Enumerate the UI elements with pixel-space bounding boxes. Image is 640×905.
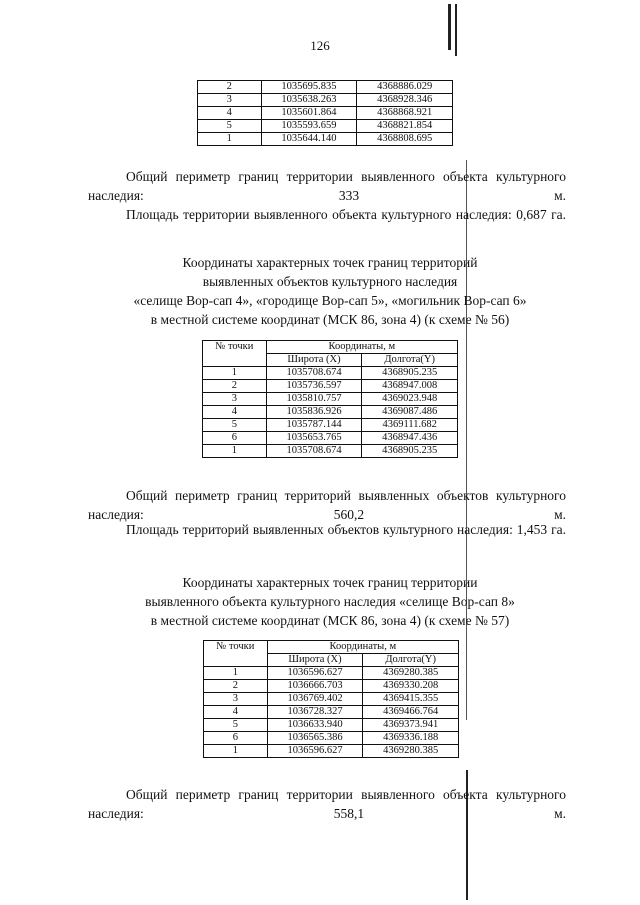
cell-lat: 1035593.659 [261,120,357,133]
table-row [203,419,458,432]
section-heading-56 [60,253,600,329]
cell-lat: 1035695.835 [261,81,357,94]
cell-point: 1 [204,745,268,758]
cell-lat: 1035601.864 [261,107,357,120]
cell-point: 4 [204,706,268,719]
coordinates-table-57 [203,640,459,758]
table-row [198,81,453,94]
cell-point: 6 [203,432,267,445]
heading-57-line-3: в местной системе координат (МСК 86, зона 4) (к схеме № 57) [150,613,510,628]
heading-57-line-1: Координаты характерных точек границ территории [182,575,478,590]
header-lat: Широта (Х) [266,354,362,367]
table-row [203,406,458,419]
cell-lon: 4369336.188 [363,732,459,745]
cell-lon: 4369466.764 [363,706,459,719]
cell-lon: 4368808.695 [357,133,453,146]
cell-lon: 4368905.235 [362,445,458,458]
cell-lat: 1036728.327 [267,706,363,719]
cell-lon: 4368868.921 [357,107,453,120]
table-row [203,432,458,445]
table-row [203,393,458,406]
cell-lon: 4369330.208 [363,680,459,693]
table-row [198,94,453,107]
cell-point: 1 [203,367,267,380]
cell-lat: 1035836.926 [266,406,362,419]
table-row [204,667,459,680]
heading-56-line-4: в местной системе координат (МСК 86, зона 4) (к схеме № 56) [150,312,510,327]
cell-lat: 1036565.386 [267,732,363,745]
table-row [203,367,458,380]
table-row [204,719,459,732]
cell-lon: 4368886.029 [357,81,453,94]
cell-lon: 4369111.682 [362,419,458,432]
cell-lat: 1036596.627 [267,667,363,680]
cell-lat: 1036769.402 [267,693,363,706]
perimeter-text-2: Общий периметр границ территорий выявленных объектов культурного наследия: 560,2 м. [88,488,566,522]
table-row [204,706,459,719]
cell-lon: 4368905.235 [362,367,458,380]
header-lon: Долгота(Y) [363,654,459,667]
cell-lon: 4368821.854 [357,120,453,133]
cell-lat: 1035736.597 [266,380,362,393]
cell-point: 5 [204,719,268,732]
heading-56-line-1: Координаты характерных точек границ территорий [182,255,478,270]
cell-point: 1 [204,667,268,680]
cell-lat: 1036666.703 [267,680,363,693]
coordinates-table-56 [202,340,458,458]
header-coords: Координаты, м [266,341,457,354]
cell-point: 4 [198,107,262,120]
cell-lat: 1035810.757 [266,393,362,406]
header-lon: Долгота(Y) [362,354,458,367]
cell-point: 1 [203,445,267,458]
table-row [204,745,459,758]
cell-point: 4 [203,406,267,419]
table-row [198,107,453,120]
cell-point: 2 [204,680,268,693]
coordinates-table-continued [197,80,453,146]
heading-57-line-2: выявленного объекта культурного наследия «селище Вор-сап 8» [145,594,515,609]
area-text-1: Площадь территории выявленного объекта культурного наследия: 0,687 га. [126,207,566,222]
cell-lon: 4369373.941 [363,719,459,732]
header-coords: Координаты, м [267,641,458,654]
header-lat: Широта (Х) [267,654,363,667]
table-row [204,732,459,745]
table-row [198,133,453,146]
cell-lon: 4369280.385 [363,667,459,680]
header-point: № точки [203,341,267,367]
cell-lat: 1035644.140 [261,133,357,146]
cell-point: 6 [204,732,268,745]
section-heading-57 [60,573,600,630]
table-row [203,445,458,458]
cell-lon: 4368947.436 [362,432,458,445]
header-point: № точки [204,641,268,667]
cell-lon: 4368928.346 [357,94,453,107]
cell-lon: 4368947.008 [362,380,458,393]
table-row [204,693,459,706]
area-text-2: Площадь территорий выявленных объектов культурного наследия: 1,453 га. [126,522,566,537]
scan-artifact-vertical [466,160,467,720]
cell-lon: 4369023.948 [362,393,458,406]
cell-point: 3 [204,693,268,706]
heading-56-line-2: выявленных объектов культурного наследия [202,274,458,289]
table-row [203,380,458,393]
cell-lat: 1035638.263 [261,94,357,107]
table-row [204,680,459,693]
cell-lat: 1036596.627 [267,745,363,758]
cell-lat: 1035708.674 [266,367,362,380]
cell-lat: 1035653.765 [266,432,362,445]
cell-point: 2 [198,81,262,94]
heading-56-line-3: «селище Вор-сап 4», «городище Вор-сап 5», «могильник Вор-сап 6» [133,293,527,308]
cell-point: 5 [203,419,267,432]
cell-lon: 4369280.385 [363,745,459,758]
cell-lat: 1035787.144 [266,419,362,432]
table-row [198,120,453,133]
cell-lon: 4369415.355 [363,693,459,706]
perimeter-text-1: Общий периметр границ территории выявленного объекта культурного наследия: 333 м. [88,169,566,203]
cell-lon: 4369087.486 [362,406,458,419]
perimeter-text-3: Общий периметр границ территории выявленного объекта культурного наследия: 558,1 м. [88,787,566,821]
cell-lat: 1036633.940 [267,719,363,732]
cell-point: 2 [203,380,267,393]
page-number: 126 [310,38,330,53]
cell-point: 3 [203,393,267,406]
cell-point: 5 [198,120,262,133]
cell-lat: 1035708.674 [266,445,362,458]
cell-point: 1 [198,133,262,146]
cell-point: 3 [198,94,262,107]
